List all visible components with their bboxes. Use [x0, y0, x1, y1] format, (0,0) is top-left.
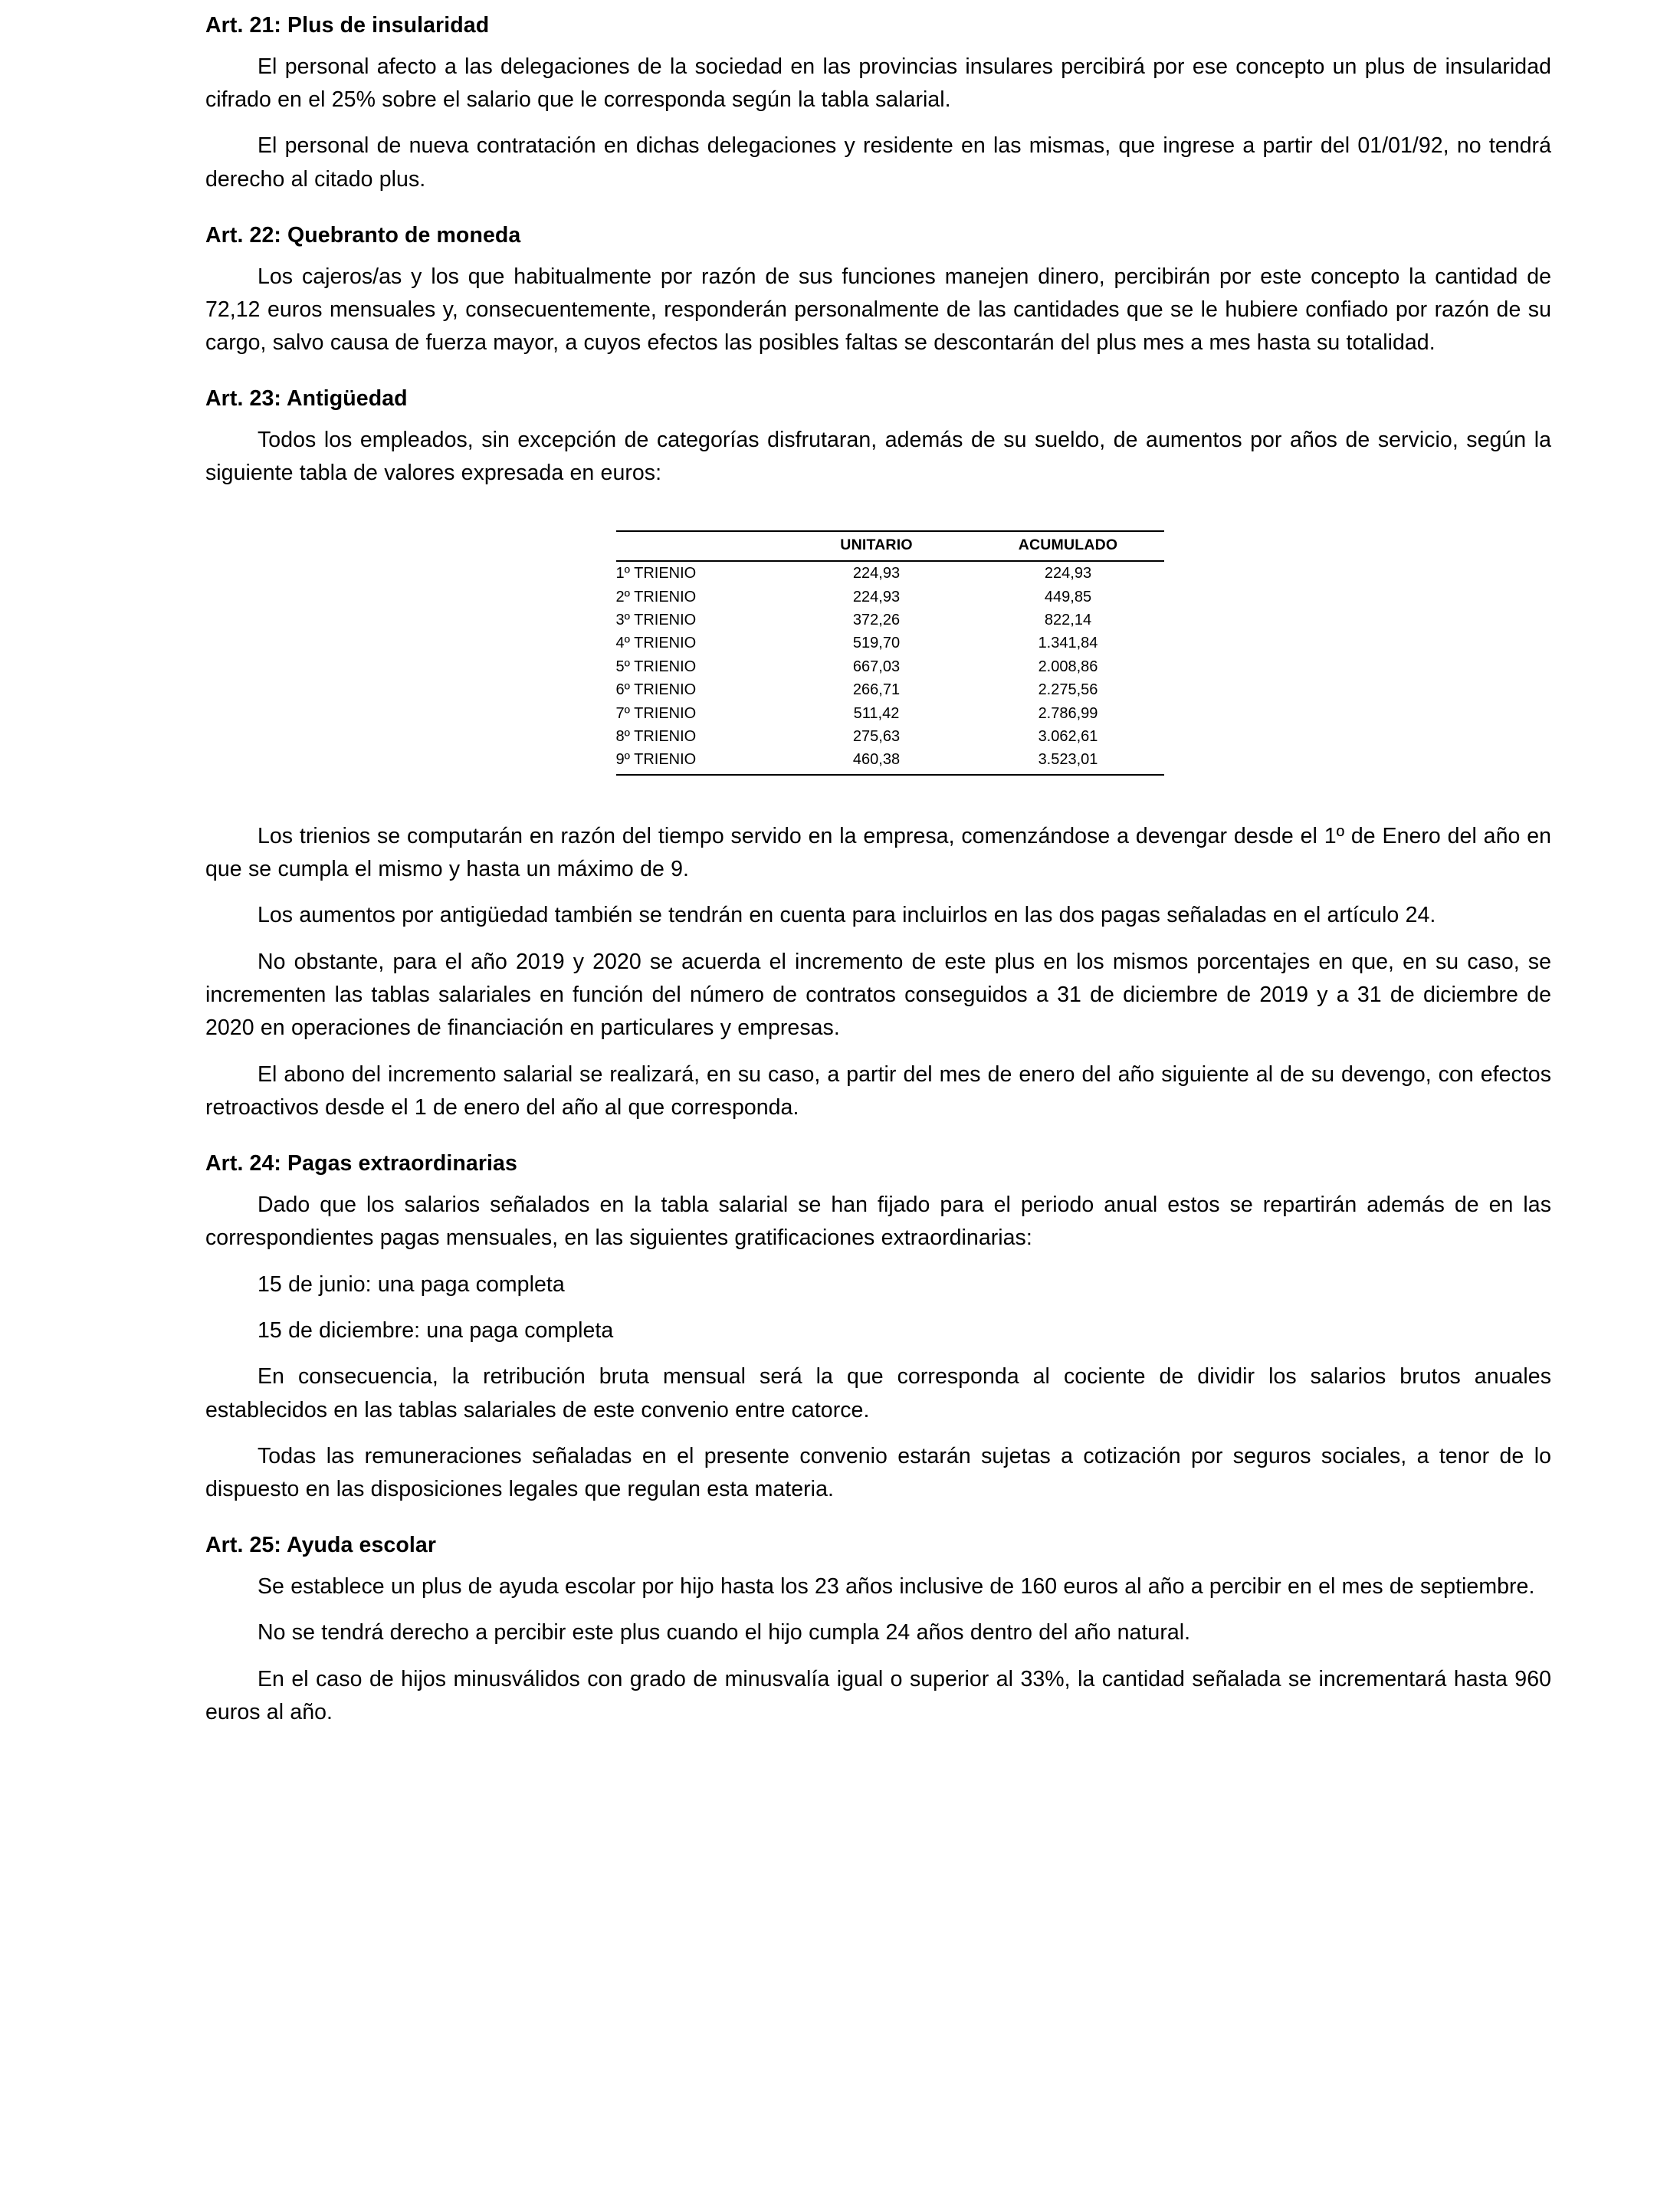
table-cell-acumulado: 2.275,56	[1038, 681, 1098, 699]
table-cell-label: 4º TRIENIO	[615, 635, 697, 652]
paragraph: En consecuencia, la retribución bruta mensual será la que corresponda al cociente de dividir los salarios brutos anuales establecidos en las tablas salariales de este convenio entre catorce.	[205, 1364, 1551, 1422]
paragraph: Dado que los salarios señalados en la tabla salarial se han fijado para el periodo anual estos se repartirán además de en las correspondientes pagas mensuales, en las siguientes gratificaciones extraordinarias:	[205, 1192, 1551, 1251]
paragraph: En el caso de hijos minusválidos con grado de minusvalía igual o superior al 33%, la cantidad señalada se incrementará hasta 960 euros al año.	[205, 1666, 1551, 1725]
table-cell-label: 9º TRIENIO	[616, 748, 781, 774]
table-cell-unitario: 372,26	[852, 612, 901, 629]
trienios-table	[616, 530, 1164, 776]
paragraph: Los trienios se computarán en razón del tiempo servido en la empresa, comenzándose a devengar desde el 1º de Enero del año en que se cumpla el mismo y hasta un máximo de 9.	[205, 823, 1551, 882]
table-row	[616, 748, 1164, 774]
trienios-table-wrapper	[205, 530, 1551, 776]
table-row	[616, 725, 1164, 748]
section-heading-art-22: Art. 22: Quebranto de moneda	[205, 222, 521, 248]
section-heading-art-21: Art. 21: Plus de insularidad	[205, 13, 490, 38]
table-cell-unitario: 519,70	[852, 635, 901, 652]
table-cell-label: 2º TRIENIO	[615, 588, 697, 605]
paragraph-paga-diciembre: 15 de diciembre: una paga completa	[258, 1317, 614, 1343]
table-row	[616, 702, 1164, 725]
paragraph: Todos los empleados, sin excepción de categorías disfrutaran, además de su sueldo, de aumentos por años de servicio, según la siguiente tabla de valores expresada en euros:	[205, 428, 1551, 486]
table-cell-acumulado: 3.062,61	[1038, 728, 1098, 746]
table-cell-unitario: 266,71	[852, 681, 901, 699]
table-row	[616, 609, 1164, 632]
table-cell-label: 7º TRIENIO	[615, 704, 697, 722]
paragraph: El personal afecto a las delegaciones de la sociedad en las provincias insulares percibirá por ese concepto un plus de insularidad cifrado en el 25% sobre el salario que le corresponda según la tabla salarial.	[205, 54, 1551, 112]
paragraph: No se tendrá derecho a percibir este plus cuando el hijo cumpla 24 años dentro del año natural.	[258, 1620, 1191, 1645]
table-cell-unitario: 275,63	[852, 728, 901, 746]
paragraph: Se establece un plus de ayuda escolar por hijo hasta los 23 años inclusive de 160 euros al año a percibir en el mes de septiembre.	[258, 1574, 1535, 1599]
table-cell-label: 3º TRIENIO	[615, 612, 697, 629]
section-heading-art-23: Art. 23: Antigüedad	[205, 386, 408, 412]
table-body	[616, 561, 1164, 775]
table-cell-acumulado: 2.786,99	[1038, 704, 1098, 722]
section-heading-art-25: Art. 25: Ayuda escolar	[205, 1533, 437, 1558]
table-cell-label: 5º TRIENIO	[615, 658, 697, 675]
table-cell-acumulado: 2.008,86	[1038, 658, 1098, 675]
section-heading-art-24: Art. 24: Pagas extraordinarias	[205, 1151, 517, 1176]
table-cell-acumulado: 822,14	[1044, 612, 1092, 629]
table-cell-label: 8º TRIENIO	[615, 728, 697, 746]
paragraph: No obstante, para el año 2019 y 2020 se acuerda el incremento de este plus en los mismos porcentajes en que, en su caso, se incrementen las tablas salariales en función del número de contratos conseguidos a 31 de diciembre de 2019 y a 31 de diciembre de 2020 en operaciones de financiación en particulares y empresas.	[205, 949, 1551, 1041]
table-cell-unitario: 460,38	[781, 748, 973, 774]
table-cell-unitario: 667,03	[852, 658, 901, 675]
paragraph: Los aumentos por antigüedad también se tendrán en cuenta para incluirlos en las dos pagas señaladas en el artículo 24.	[258, 903, 1436, 928]
table-row	[616, 561, 1164, 585]
table-row	[616, 586, 1164, 609]
table-header-row	[616, 531, 1164, 562]
table-header-cell-blank	[616, 531, 781, 562]
table-cell-acumulado: 449,85	[1044, 588, 1092, 605]
table-row	[616, 678, 1164, 701]
table-cell-acumulado: 1.341,84	[1038, 635, 1098, 652]
table-cell-unitario: 511,42	[853, 704, 900, 722]
paragraph: Los cajeros/as y los que habitualmente por razón de sus funciones manejen dinero, percibirán por este concepto la cantidad de 72,12 euros mensuales y, consecuentemente, responderán personalmente de las cantidades que se le hubiere confiado por razón de su cargo, salvo causa de fuerza mayor, a cuyos efectos las posibles faltas se descontarán del plus mes a mes hasta su totalidad.	[205, 264, 1551, 356]
table-header-cell-unitario: UNITARIO	[781, 531, 973, 562]
paragraph: El abono del incremento salarial se realizará, en su caso, a partir del mes de enero del año siguiente al de su devengo, con efectos retroactivos desde el 1 de enero del año al que corresponda.	[205, 1061, 1551, 1120]
table-cell-acumulado: 224,93	[1044, 565, 1092, 582]
paragraph: Todas las remuneraciones señaladas en el presente convenio estarán sujetas a cotización por seguros sociales, a tenor de lo dispuesto en las disposiciones legales que regulan esta materia.	[205, 1443, 1551, 1502]
table-cell-acumulado: 3.523,01	[973, 748, 1164, 774]
paragraph: El personal de nueva contratación en dichas delegaciones y residente en las mismas, que ingrese a partir del 01/01/92, no tendrá derecho al citado plus.	[205, 133, 1551, 192]
table-head	[616, 531, 1164, 562]
table-row	[616, 632, 1164, 655]
table-row	[616, 655, 1164, 678]
table-cell-unitario: 224,93	[852, 565, 901, 582]
table-cell-label: 1º TRIENIO	[615, 565, 697, 582]
table-cell-label: 6º TRIENIO	[615, 681, 697, 699]
table-cell-unitario: 224,93	[852, 588, 901, 605]
table-header-cell-acumulado: ACUMULADO	[973, 531, 1164, 562]
paragraph-paga-junio: 15 de junio: una paga completa	[258, 1271, 565, 1297]
